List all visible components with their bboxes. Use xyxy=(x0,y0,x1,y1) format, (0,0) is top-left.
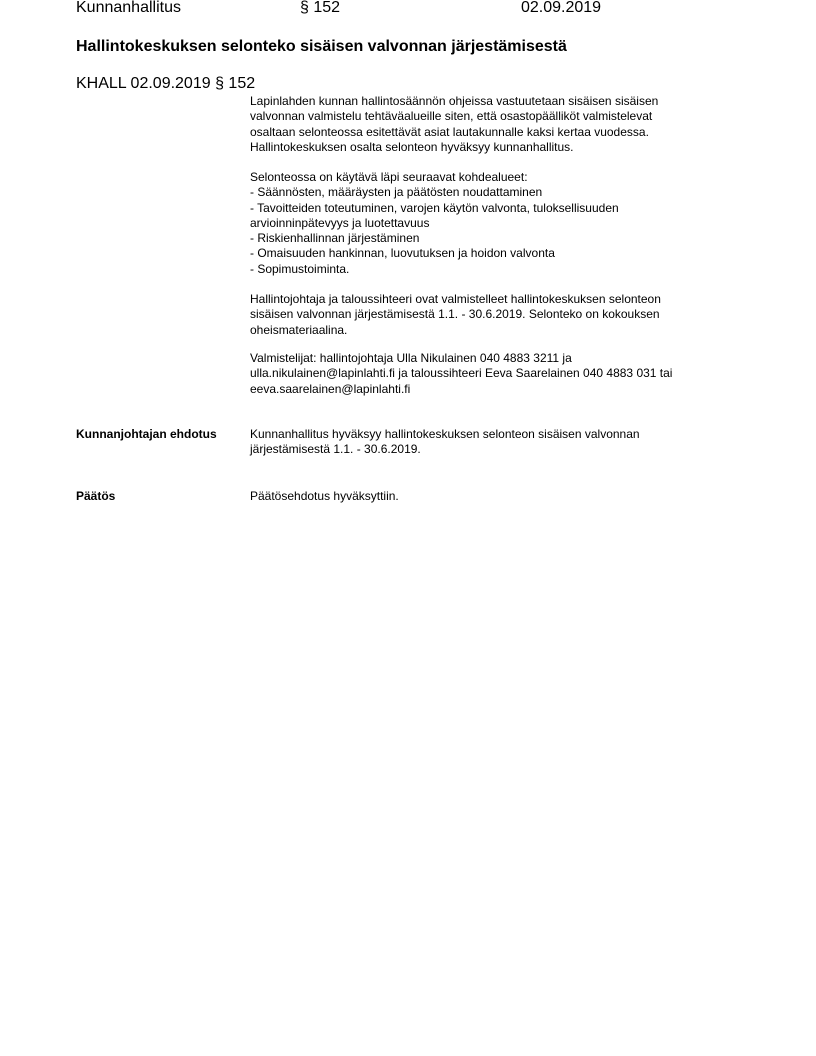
proposal-label: Kunnanjohtajan ehdotus xyxy=(76,427,217,441)
areas-paragraph: Selonteossa on käytävä läpi seuraavat kohdealueet: - Säännösten, määräysten ja päätösten noudattaminen - Tavoitteiden toteutuminen, varojen käytön valvonta, tuloksellisuuden arvioinninpätevyys ja luotettavuus - Riskienhallinnan järjestäminen - Omaisuuden hankinnan, luovutuksen ja hoidon valvonta - Sopimustoiminta. xyxy=(250,170,619,276)
proposal-text: Kunnanhallitus hyväksyy hallintokeskuksen selonteon sisäisen valvonnan järjestämisestä 1.1. - 30.6.2019. xyxy=(250,427,640,457)
header-body-name: Kunnanhallitus xyxy=(76,0,181,16)
intro-paragraph: Lapinlahden kunnan hallintosäännön ohjeissa vastuutetaan sisäisen sisäisen valvonnan valmistelu tehtäväalueille siten, että osastopäälliköt valmistelevat osaltaan selonteossa esitettävät asiat lautakunnalle kaksi kertaa vuodessa. Hallintokeskuksen osalta selonteon hyväksyy kunnanhallitus. xyxy=(250,94,659,154)
decision-label: Päätös xyxy=(76,489,116,503)
preparation-paragraph: Hallintojohtaja ja taloussihteeri ovat valmistelleet hallintokeskuksen selonteon sisäisen valvonnan järjestämisestä 1.1. - 30.6.2019. Selonteko on kokouksen oheismateriaalina. xyxy=(250,292,661,337)
contact-paragraph: Valmistelijat: hallintojohtaja Ulla Nikulainen 040 4883 3211 ja ulla.nikulainen@lapinlahti.fi ja taloussihteeri Eeva Saarelainen 040 4883 031 tai eeva.saarelainen@lapinlahti.fi xyxy=(250,351,673,396)
header-section-number: § 152 xyxy=(300,0,341,16)
header-date: 02.09.2019 xyxy=(521,0,602,16)
document-title: Hallintokeskuksen selonteko sisäisen valvonnan järjestämisestä xyxy=(76,38,567,55)
decision-text: Päätösehdotus hyväksyttiin. xyxy=(250,489,399,503)
meeting-reference: KHALL 02.09.2019 § 152 xyxy=(76,75,256,92)
